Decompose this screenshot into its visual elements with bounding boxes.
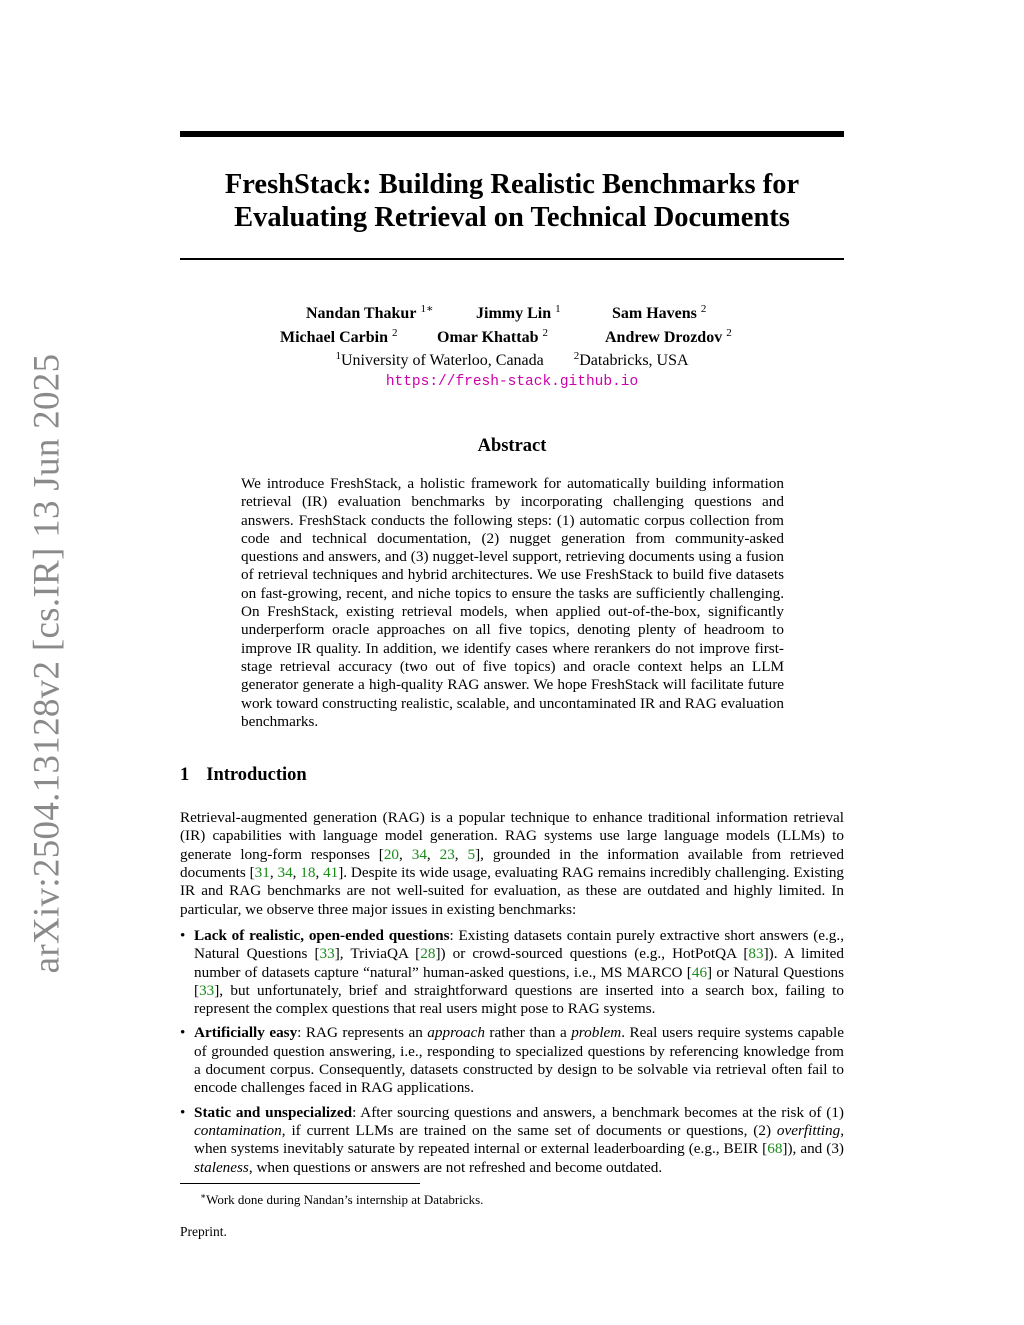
author-name: Sam Havens $^2$ xyxy=(612,303,707,322)
author-block xyxy=(180,300,844,392)
section-number: 1 xyxy=(180,765,190,786)
author-row-2 xyxy=(180,324,844,348)
author-name: Jimmy Lin $^1$ xyxy=(476,303,561,322)
affiliation: $^2$Databricks, USA xyxy=(573,350,689,369)
author-name: Michael Carbin $^2$ xyxy=(280,326,398,346)
title-bottom-rule xyxy=(180,258,844,260)
author-name: Andrew Drozdov $^2$ xyxy=(605,326,732,346)
bullet-icon: • xyxy=(180,926,186,944)
citation-link[interactable]: 28 xyxy=(420,945,436,963)
list-item: • Artificially easy: RAG represents an approach rather than a problem. Real users require systems capable of grounded question answering, i.e., responding to specialized questions by referencing knowledge from a document corpus. Consequently, datasets constructed by design to be solvable via retrieval often fail to encode challenges faced in RAG applications. xyxy=(180,1024,844,1097)
citation-link[interactable]: 83 xyxy=(748,945,764,963)
section-heading xyxy=(180,765,844,786)
affiliations xyxy=(180,347,844,371)
bullet-icon: • xyxy=(180,1024,186,1042)
citation-link[interactable]: 33 xyxy=(319,945,335,963)
citation-link[interactable]: 33 xyxy=(199,981,215,999)
footnote-rule xyxy=(180,1183,420,1184)
affiliation: $^1$University of Waterloo, Canada xyxy=(335,350,544,369)
author-name: Nandan Thakur $^{1∗}$ xyxy=(306,303,434,322)
author-name: Omar Khattab $^2$ xyxy=(437,326,548,346)
abstract-text: We introduce FreshStack, a holistic framework for automatically building information retrieval (IR) evaluation benchmarks by incorporating challenging questions and answers. FreshStack conducts the following steps: (1) automatic corpus collection from code and technical documentation, (2) nugget generation from community-asked questions and answers, and (3) nugget-level support, retrieving documents using a fusion of retrieval techniques and hybrid architectures. We use FreshStack to build five datasets on fast-growing, recent, and niche topics to ensure the tasks are sufficiently challenging. On FreshStack, existing retrieval models, when applied out-of-the-box, significantly underperform oracle approaches on all five topics, denoting plenty of headroom to improve IR quality. In addition, we identify cases where rerankers do not improve first-stage retrieval accuracy (two out of five topics) and oracle context helps an LLM generator generate a high-quality RAG answer. We hope FreshStack will facilitate future work toward constructing realistic, scalable, and uncontaminated IR and RAG evaluation benchmarks. xyxy=(241,475,784,730)
citation-link[interactable]: 23 xyxy=(439,845,455,863)
list-item: • Static and unspecialized: After sourcing questions and answers, a benchmark becomes at the risk of (1) contamination, if current LLMs are trained on the same set of documents or questions, (2) overfitting, when systems inevitably saturate by repeated internal or external leaderboarding (e.g., BEIR [68]), and (3) staleness, when questions or answers are not refreshed and become outdated. xyxy=(180,1103,844,1176)
project-url[interactable]: https://fresh-stack.github.io xyxy=(385,373,639,390)
paper-title: FreshStack: Building Realistic Benchmarks for Evaluating Retrieval on Technical Documents xyxy=(224,169,800,233)
citation-link[interactable]: 41 xyxy=(323,864,339,882)
author-row-1 xyxy=(180,300,844,324)
footnote: ∗Work done during Nandan’s internship at Databricks. xyxy=(200,1190,484,1207)
citation-link[interactable]: 5 xyxy=(467,845,476,863)
abstract-heading: Abstract xyxy=(477,436,547,456)
citation-link[interactable]: 18 xyxy=(300,864,316,882)
intro-paragraph: Retrieval-augmented generation (RAG) is a popular technique to enhance traditional information retrieval (IR) capabilities with language model generation. RAG systems use large language models (LLMs) to generate long-form responses [20, 34, 23, 5], grounded in the information available from retrieved documents [31, 34, 18, 41]. Despite its wide usage, evaluating RAG remains incredibly challenging. Existing IR and RAG benchmarks are not well-suited for evaluation, as these are outdated and highly limited. In particular, we observe three major issues in existing benchmarks: xyxy=(180,809,845,918)
citation-link[interactable]: 46 xyxy=(691,963,708,981)
page-footer: Preprint. xyxy=(180,1224,227,1239)
list-item: • Lack of realistic, open-ended questions: Existing datasets contain purely extractive short answers (e.g., Natural Questions [33], TriviaQA [28]) or crowd-sourced questions (e.g., HotPotQA [83]). A limited number of datasets capture “natural” human-asked questions, i.e., MS MARCO [46] or Natural Questions [33], but unfortunately, brief and straightforward questions are inserted into a search box, failing to represent the complex questions that real users might pose to RAG systems. xyxy=(180,926,845,1018)
section-title: Introduction xyxy=(206,765,307,786)
issues-list xyxy=(180,927,844,1177)
bullet-icon: • xyxy=(180,1103,186,1121)
citation-link[interactable]: 34 xyxy=(277,864,293,882)
paper-page xyxy=(180,131,844,1208)
citation-link[interactable]: 34 xyxy=(411,845,427,863)
arxiv-id-text: arXiv:2504.13128v2 [cs.IR] 13 Jun 2025 xyxy=(26,353,68,973)
arxiv-identifier xyxy=(17,353,77,973)
citation-link[interactable]: 68 xyxy=(767,1140,783,1158)
title-top-rule xyxy=(180,131,844,137)
citation-link[interactable]: 31 xyxy=(254,864,270,882)
citation-link[interactable]: 20 xyxy=(383,845,400,863)
